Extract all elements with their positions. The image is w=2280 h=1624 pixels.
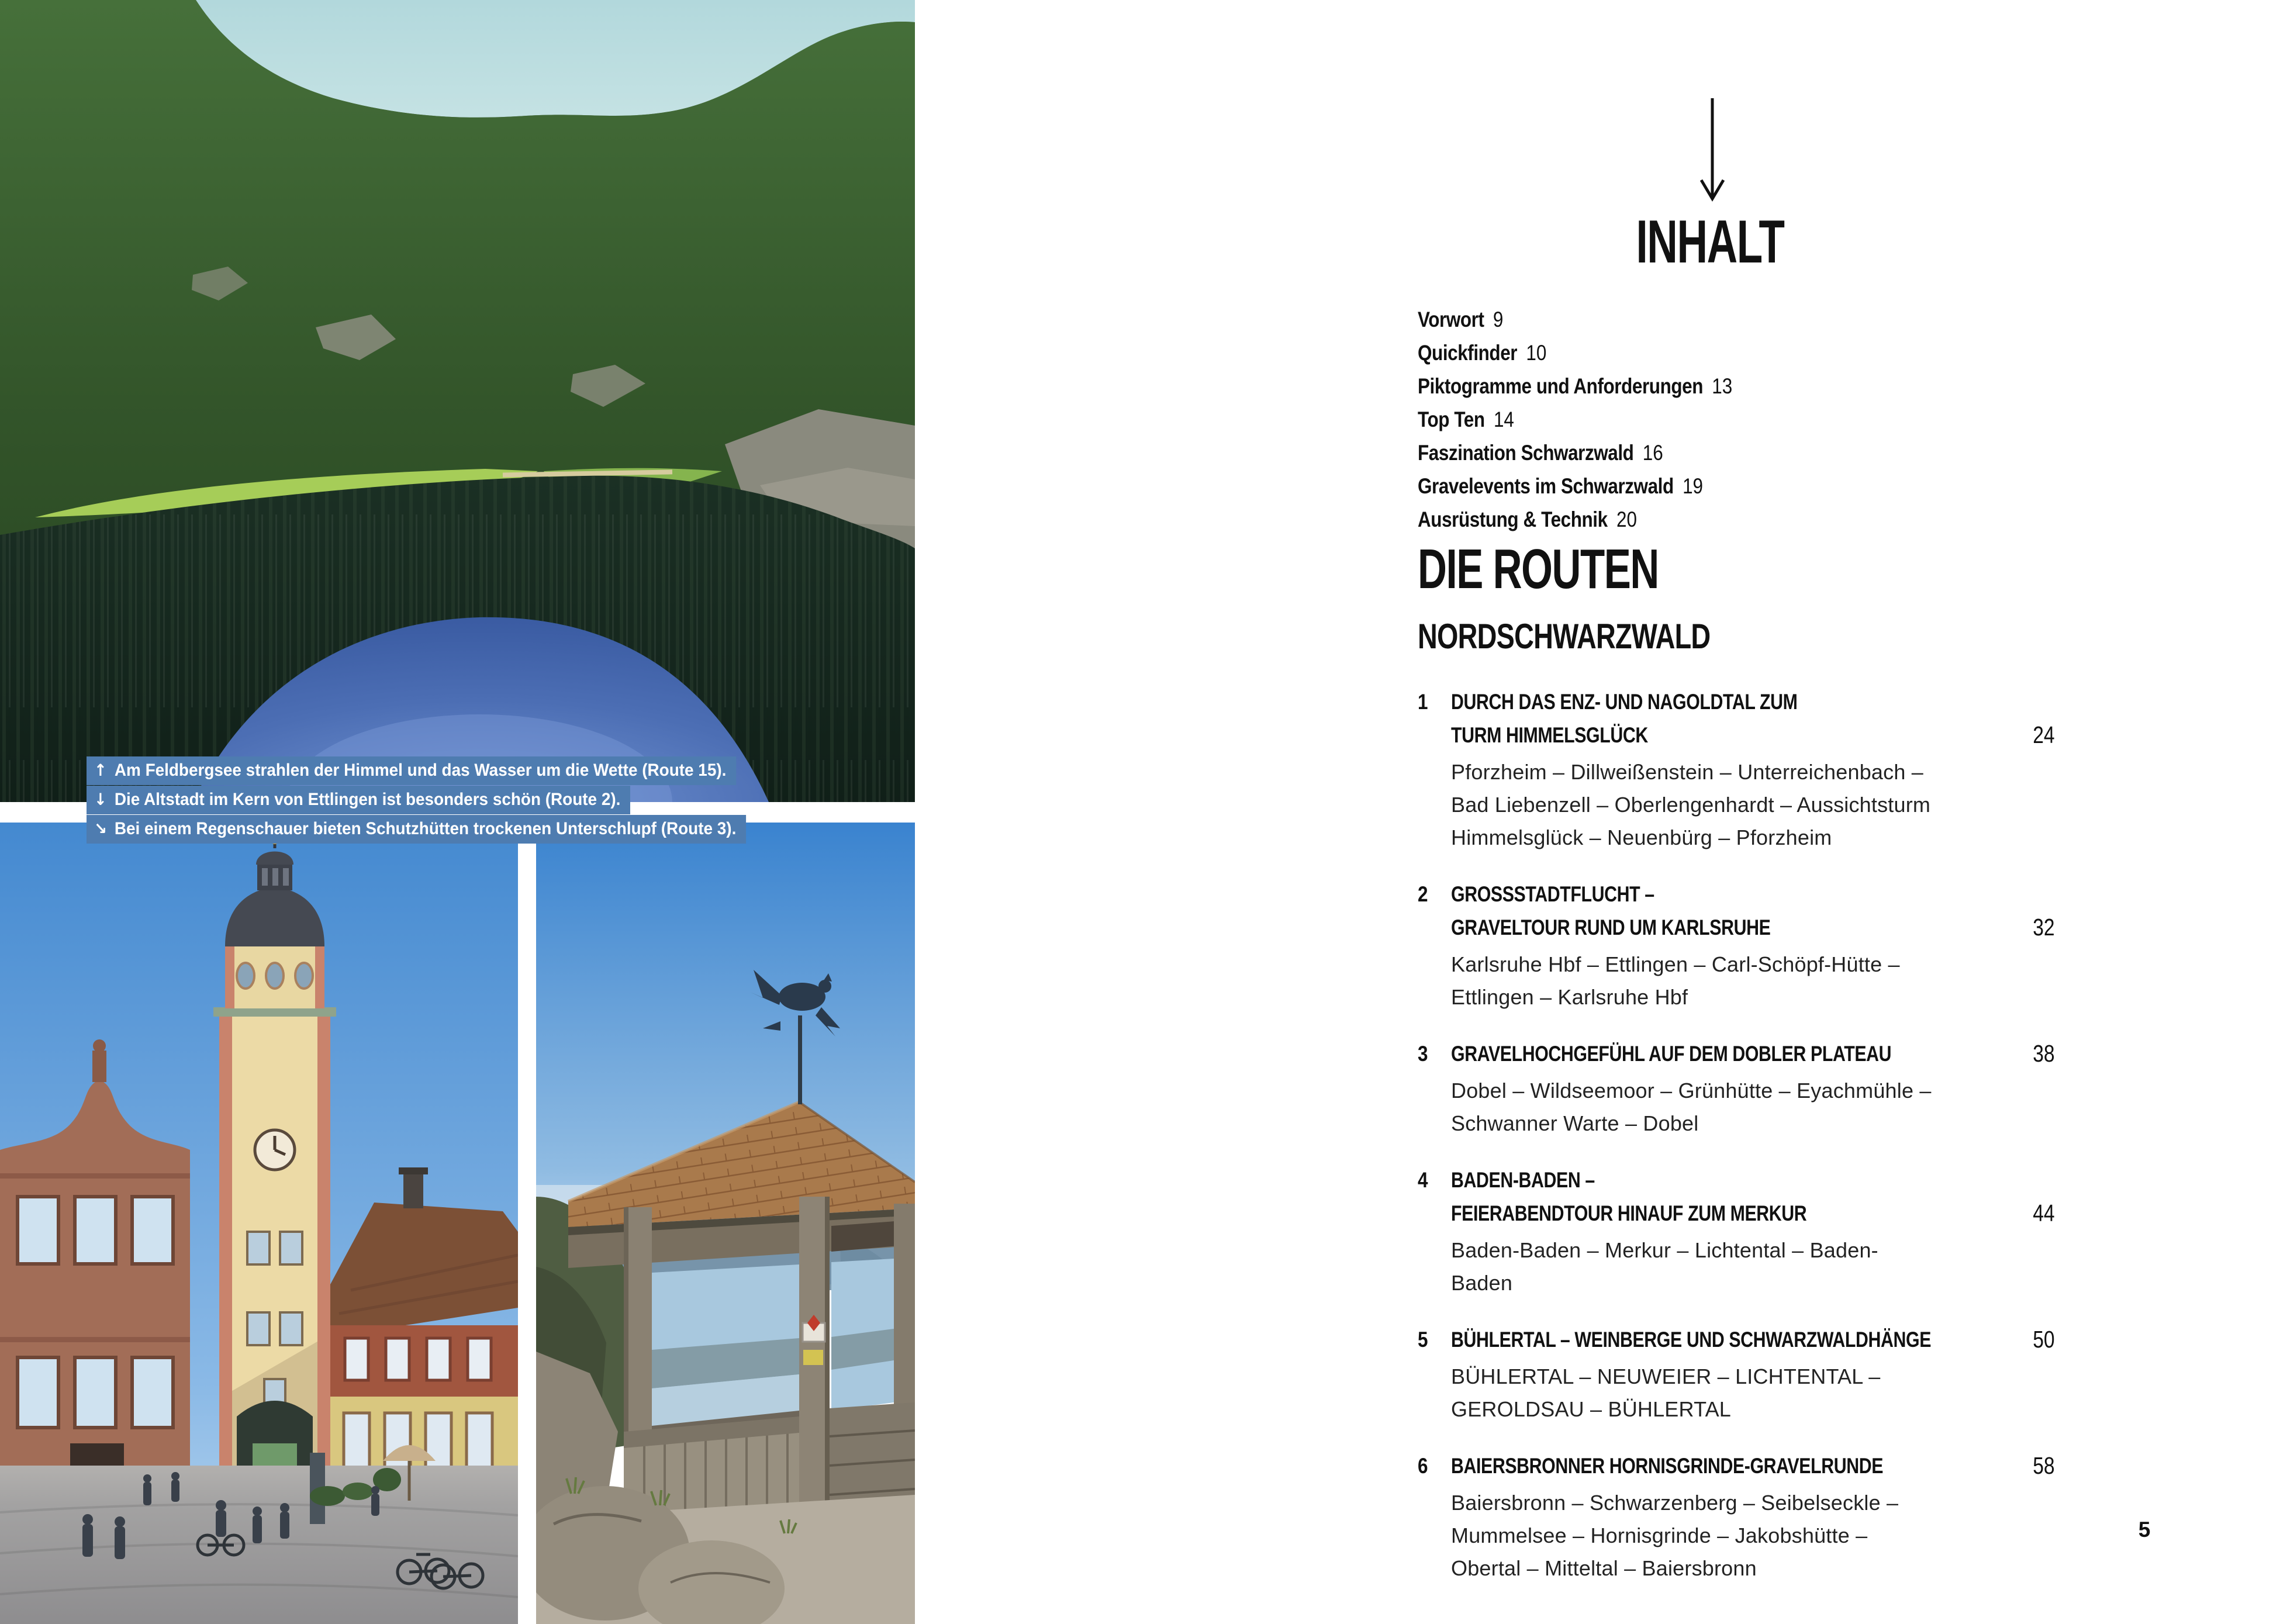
front-matter-page: 10: [1526, 341, 1547, 365]
page-number: 5: [2138, 1518, 2151, 1542]
route-page-number: 44: [2033, 1200, 2055, 1226]
route-title: BAIERSBRONNER HORNISGRINDE-GRAVELRUNDE: [1451, 1454, 1884, 1478]
schutzhuette-illustration: [536, 823, 915, 1624]
route-subtitle: Baden-Baden – Merkur – Lichtental – Baden-Baden: [1451, 1238, 1878, 1295]
toc-page: [915, 0, 2280, 1624]
route-main: [1451, 877, 1982, 1014]
route-number: 6: [1418, 1454, 1428, 1478]
route-item: [1418, 685, 2055, 854]
route-number: 3: [1418, 1042, 1428, 1066]
front-matter-item: [1418, 403, 1732, 436]
front-matter-page: 19: [1683, 474, 1704, 498]
front-matter-label: Gravelevents im Schwarzwald: [1418, 474, 1674, 498]
route-main: [1451, 1449, 1982, 1585]
route-subtitle: BÜHLERTAL – NEUWEIER – LICHTENTAL – GEROLDSAU – BÜHLERTAL: [1451, 1364, 1881, 1421]
front-matter-page: 14: [1493, 407, 1514, 431]
caption-arrow-icon: ↘: [94, 819, 107, 838]
route-title: BADEN-BADEN – FEIERABENDTOUR HINAUF ZUM MERKUR: [1451, 1168, 1807, 1225]
photo-schutzhuette: [536, 823, 915, 1624]
region-title-nordschwarzwald: NORDSCHWARZWALD: [1418, 617, 1711, 656]
route-number: 2: [1418, 882, 1428, 906]
route-subtitle: Pforzheim – Dillweißenstein – Unterreichenbach – Bad Liebenzell – Oberlengenhardt – Aussichtsturm Himmelsglück – Neuenbürg – Pforzheim: [1451, 760, 1931, 849]
front-matter-item: [1418, 303, 1732, 336]
front-matter-item: [1418, 469, 1732, 503]
route-title: DURCH DAS ENZ- UND NAGOLDTAL ZUM TURM HIMMELSGLÜCK: [1451, 690, 1798, 747]
toc-title: INHALT: [1636, 208, 1784, 276]
front-matter-label: Quickfinder: [1418, 341, 1518, 365]
route-main: [1451, 1323, 1982, 1426]
front-matter-label: Faszination Schwarzwald: [1418, 441, 1634, 465]
feldbergsee-illustration: [0, 0, 915, 802]
route-subtitle: Baiersbronn – Schwarzenberg – Seibelseckle – Mummelsee – Hornisgrinde – Jakobshütte – Obertal – Mitteltal – Baiersbronn: [1451, 1491, 1899, 1580]
down-arrow-icon: [1697, 98, 1728, 205]
route-page-number: 24: [2033, 721, 2055, 748]
front-matter-label: Top Ten: [1418, 407, 1485, 431]
route-title: GRAVELHOCHGEFÜHL AUF DEM DOBLER PLATEAU: [1451, 1042, 1892, 1066]
section-title-die-routen: DIE ROUTEN: [1418, 538, 1659, 600]
route-title: GROSSSTADTFLUCHT – GRAVELTOUR RUND UM KARLSRUHE: [1451, 882, 1771, 939]
route-title: BÜHLERTAL – WEINBERGE UND SCHWARZWALDHÄNGE: [1451, 1328, 1932, 1352]
caption-text: Bei einem Regenschauer bieten Schutzhütten trockenen Unterschlupf (Route 3).: [114, 819, 737, 838]
front-matter-label: Piktogramme und Anforderungen: [1418, 374, 1703, 398]
route-item: [1418, 1037, 2055, 1140]
ettlingen-illustration: [0, 823, 518, 1624]
route-page-number: 58: [2033, 1452, 2055, 1479]
route-main: [1451, 685, 1982, 854]
route-main: [1451, 1037, 1982, 1140]
route-main: [1451, 1163, 1982, 1300]
front-matter-label: Vorwort: [1418, 307, 1484, 331]
route-number: 1: [1418, 690, 1428, 714]
photo-caption: [87, 786, 630, 814]
route-page-number: 38: [2033, 1040, 2055, 1067]
front-matter-page: 20: [1616, 507, 1637, 531]
front-matter-page: 9: [1493, 307, 1504, 331]
caption-arrow-icon: ↓: [94, 790, 107, 809]
route-item: [1418, 1323, 2055, 1426]
route-subtitle: Karlsruhe Hbf – Ettlingen – Carl-Schöpf-Hütte – Ettlingen – Karlsruhe Hbf: [1451, 952, 1900, 1009]
front-matter-page: 16: [1642, 441, 1663, 465]
photo-caption: [87, 756, 736, 785]
front-matter-label: Ausrüstung & Technik: [1418, 507, 1608, 531]
photo-collage: [0, 0, 915, 1624]
route-item: [1418, 1163, 2055, 1300]
front-matter-item: [1418, 336, 1732, 369]
route-subtitle: Dobel – Wildseemoor – Grünhütte – Eyachmühle – Schwanner Warte – Dobel: [1451, 1079, 1932, 1135]
caption-text: Die Altstadt im Kern von Ettlingen ist besonders schön (Route 2).: [114, 790, 621, 809]
route-item: [1418, 1449, 2055, 1585]
photo-feldbergsee: [0, 0, 915, 802]
photo-ettlingen-altstadt: [0, 823, 518, 1624]
front-matter-item: [1418, 369, 1732, 403]
front-matter-item: [1418, 503, 1732, 536]
caption-arrow-icon: ↑: [94, 761, 107, 780]
front-matter-list: [1418, 303, 1788, 536]
front-matter-page: 13: [1712, 374, 1733, 398]
route-page-number: 32: [2033, 914, 2055, 941]
caption-text: Am Feldbergsee strahlen der Himmel und das Wasser um die Wette (Route 15).: [114, 761, 727, 780]
route-item: [1418, 877, 2055, 1014]
front-matter-item: [1418, 436, 1732, 469]
route-list: [1418, 685, 2055, 1608]
route-page-number: 50: [2033, 1326, 2055, 1353]
route-number: 4: [1418, 1168, 1428, 1192]
route-number: 5: [1418, 1328, 1428, 1352]
photo-caption: [87, 815, 746, 844]
